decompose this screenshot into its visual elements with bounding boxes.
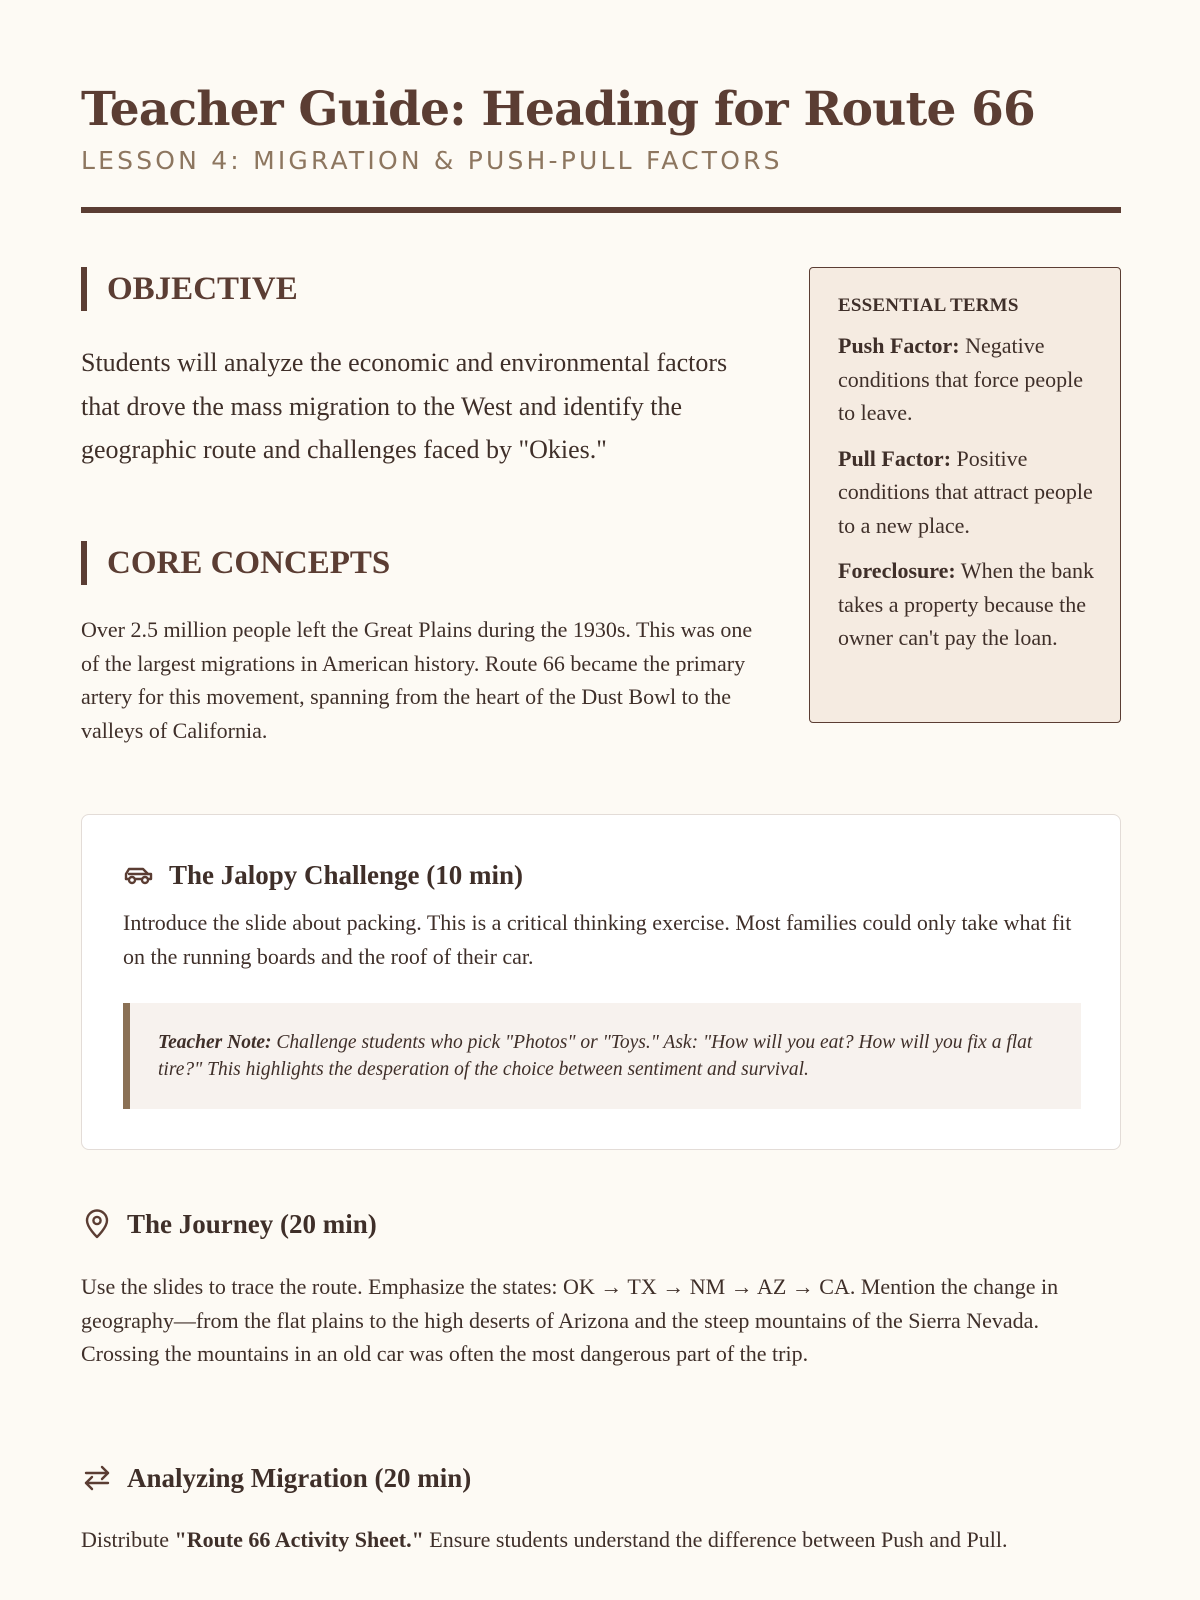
car-icon (123, 859, 155, 891)
jalopy-description: Introduce the slide about packing. This is a critical thinking exercise. Most families could only take what fit on the running boards and the roof of their car. (123, 910, 1072, 969)
header-divider (81, 207, 1121, 213)
page-title: Teacher Guide: Heading for Route 66 (81, 82, 1035, 137)
term-definition: Negative conditions that force people to leave. (838, 333, 1083, 425)
jalopy-title-text: The Jalopy Challenge (10 min) (169, 859, 524, 890)
activity-sheet-name: "Route 66 Activity Sheet." (174, 1527, 424, 1552)
core-concepts-text: Over 2.5 million people left the Great Plains during the 1930s. This was one of the largest migrations in American history. Route 66 became the primary artery for this movement, spanning from the heart of the Dust Bowl to the valleys of California. (81, 617, 753, 743)
core-concepts-heading: CORE CONCEPTS (81, 541, 390, 585)
analyzing-title-text: Analyzing Migration (20 min) (127, 1462, 472, 1493)
journey-title (81, 1206, 377, 1242)
analyzing-text-start: Distribute (81, 1527, 175, 1552)
teacher-note-label: Teacher Note: (158, 1032, 272, 1053)
objective-text: Students will analyze the economic and environmental factors that drove the mass migration to the West and identify the geographic route and challenges faced by "Okies." (81, 348, 728, 464)
essential-terms-box (809, 267, 1121, 723)
analyzing-text (81, 1523, 1121, 1557)
analyzing-text-end: Ensure students understand the difference between Push and Pull. (423, 1527, 1008, 1552)
term-push-factor (838, 329, 1098, 430)
term-definition: When the bank takes a property because the owner can't pay the loan. (838, 558, 1094, 650)
map-pin-icon (81, 1208, 113, 1240)
jalopy-challenge-title (123, 857, 523, 893)
term-pull-factor (838, 442, 1098, 543)
jalopy-challenge-card (81, 814, 1121, 1150)
lesson-subtitle: LESSON 4: MIGRATION & PUSH-PULL FACTORS (81, 146, 783, 175)
term-label: Foreclosure: (838, 558, 956, 583)
swap-arrows-icon (81, 1462, 113, 1494)
teacher-note-text: Challenge students who pick "Photos" or "Toys." Ask: "How will you eat? How will you fix a flat tire?" This highlights the desperation of the choice between sentiment and survival. (158, 1032, 1033, 1080)
term-label: Push Factor: (838, 333, 960, 358)
term-definition: Positive conditions that attract people to a new place. (838, 445, 1093, 538)
objective-heading: OBJECTIVE (81, 267, 298, 311)
teacher-note (123, 1003, 1081, 1109)
analyzing-migration-title (81, 1460, 471, 1496)
essential-terms-heading: ESSENTIAL TERMS (838, 295, 1019, 316)
journey-title-text: The Journey (20 min) (127, 1208, 377, 1239)
journey-text: Use the slides to trace the route. Emphasize the states: OK → TX → NM → AZ → CA. Mention the change in geography—from the flat plains to the high deserts of Arizona and the steep mountains of the Sierra Nevada. Crossing the mountains in an old car was often the most dangerous part of the trip. (81, 1274, 1059, 1366)
term-foreclosure (838, 554, 1098, 655)
term-label: Pull Factor: (838, 445, 952, 471)
